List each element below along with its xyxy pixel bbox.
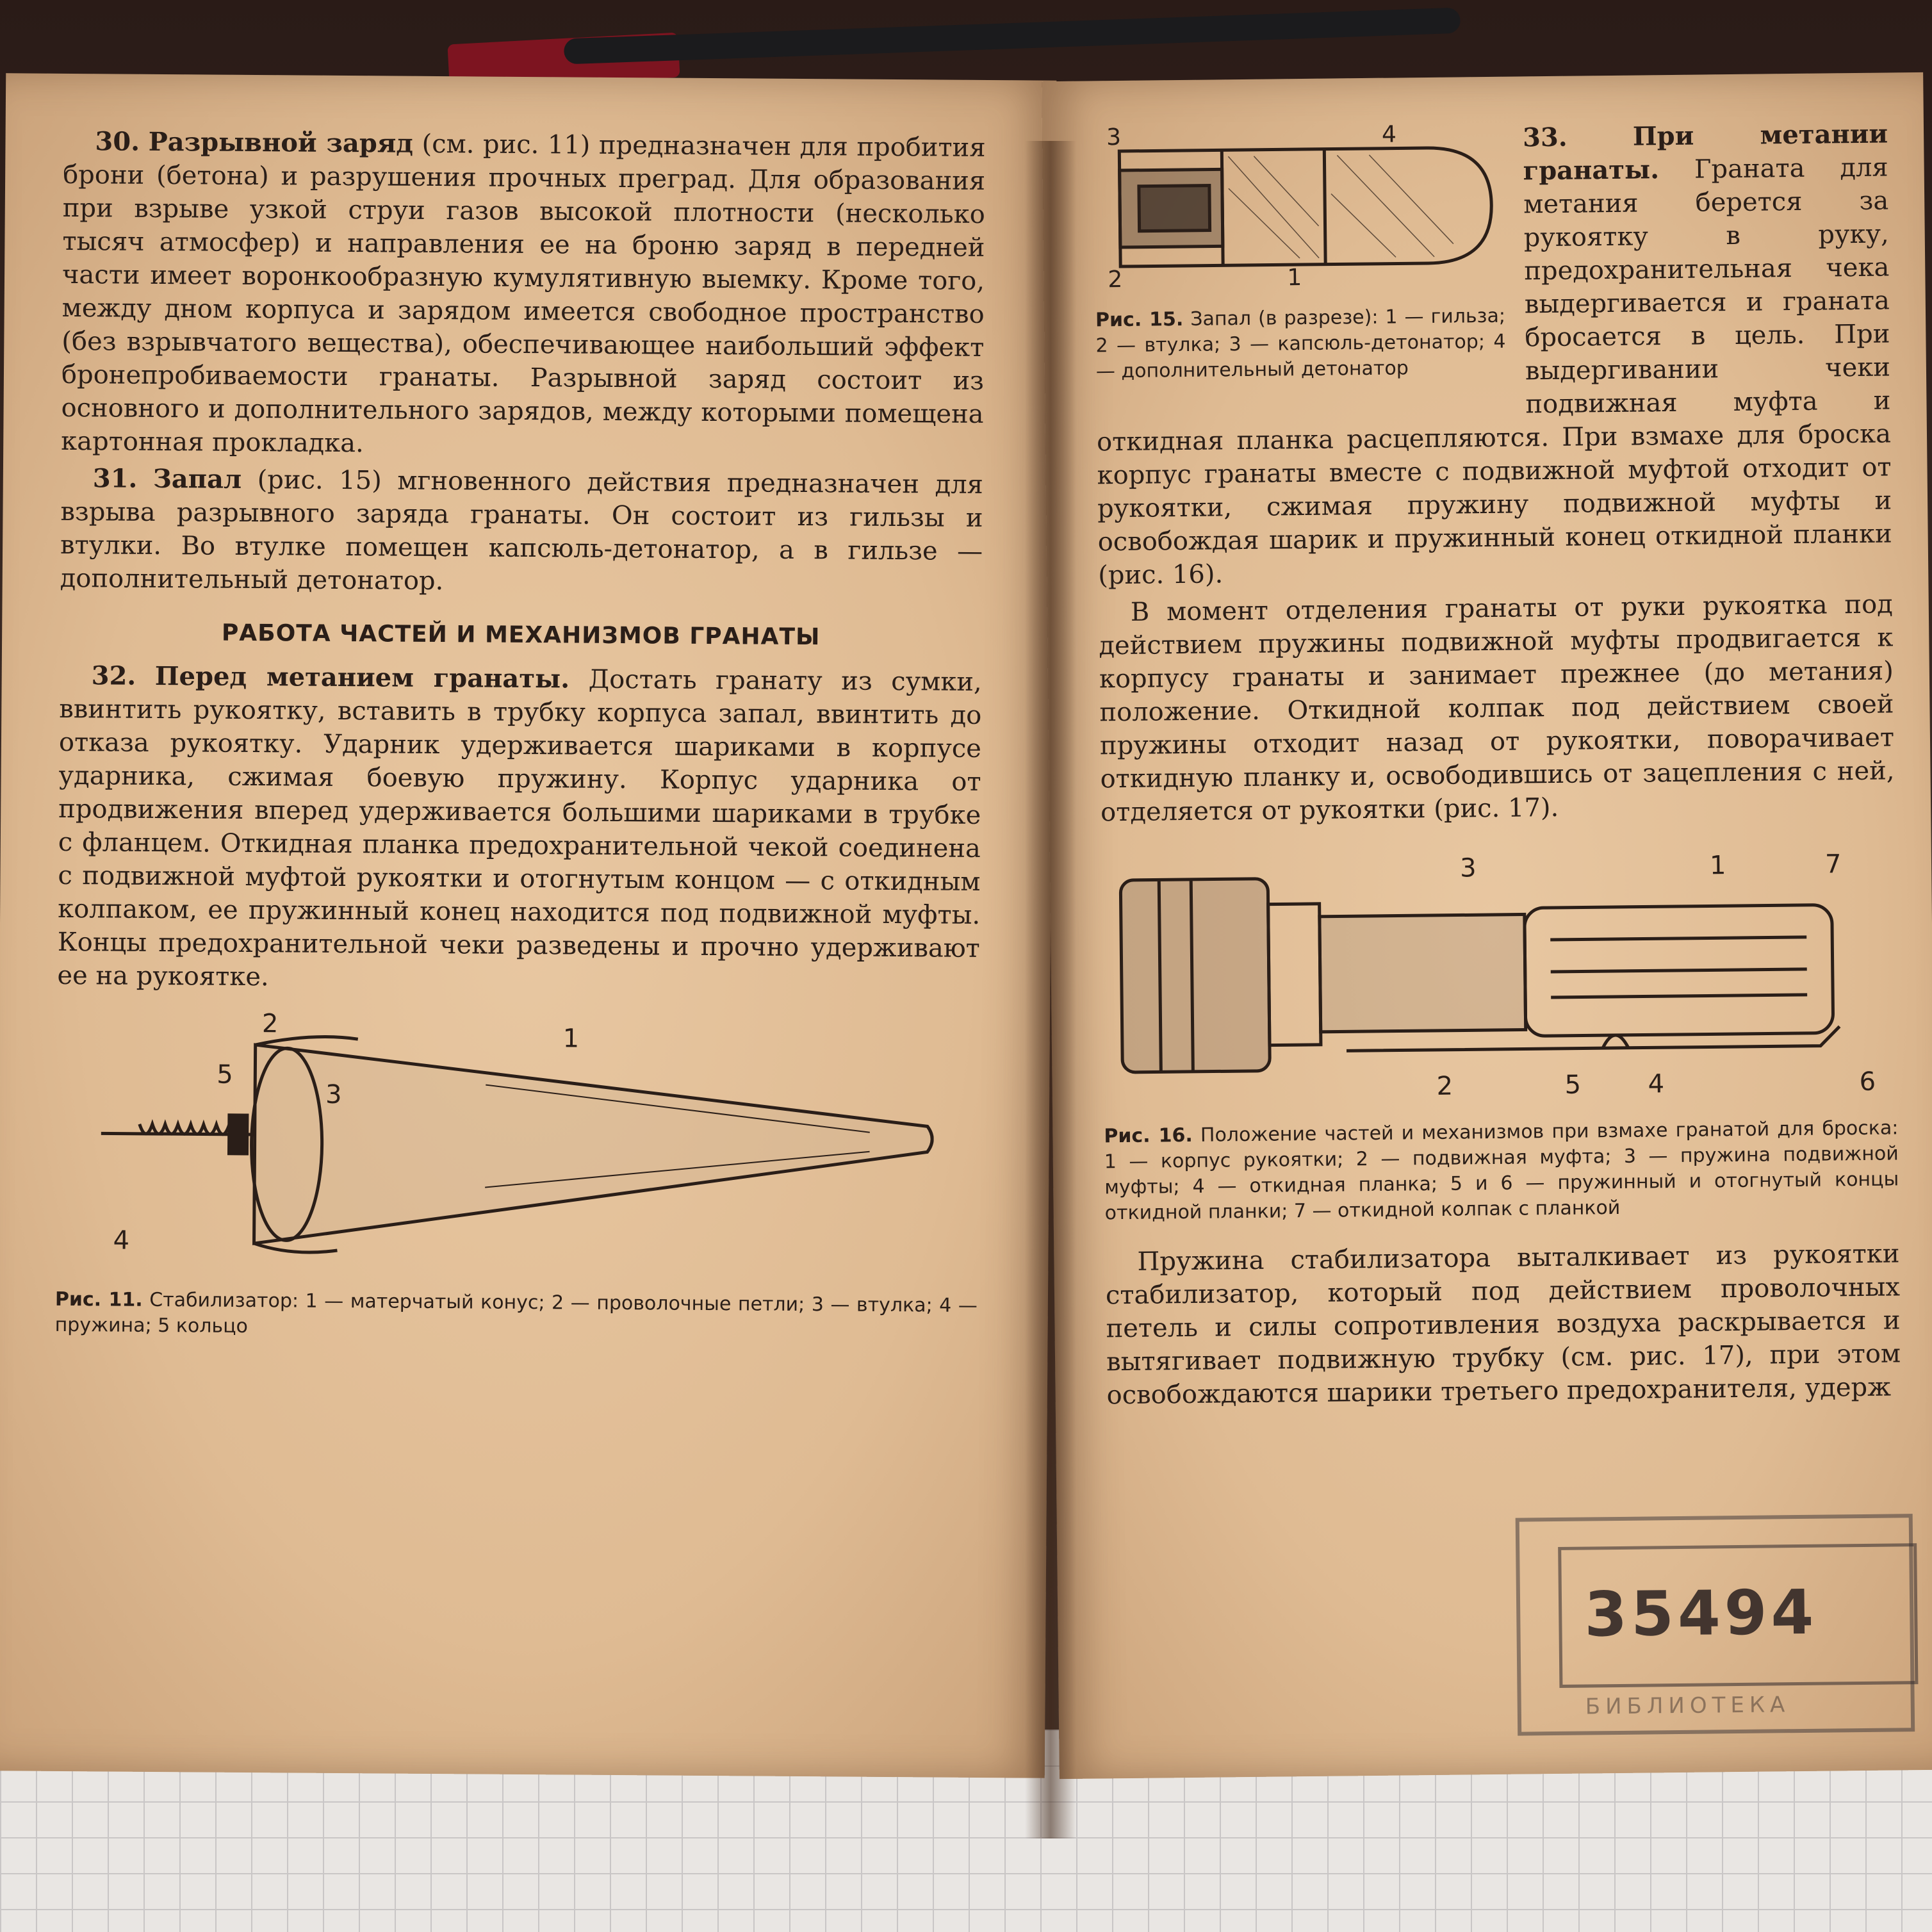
- fig16-label-6: 6: [1859, 1067, 1876, 1097]
- section-32-text: Достать гранату из сумки, ввинтить рукоятку, вставить в трубку корпуса запал, ввинтить до отказа рукоятку. Ударник удерживается шариками в корпусе ударника, сжимая боевую пружину. Корпус ударника от продвижения вперед удерживается большими шариками в трубке с фланцем. Откидная планка предохранительной чекой соединена с подвижной муфтой рукоятки и отогнутым концом — с откидным колпаком, ее пружинный конец находится под подвижной муфты. Концы предохранительной чеки разведены и прочно удерживают ее на рукоятке.: [57, 664, 982, 992]
- section-33-paragraph-c: Пружина стабилизатора выталкивает из рукоятки стабилизатор, который под действием проволочных петель и силы сопротивления воздуха раскрывается и вытягивает подвижную трубку (см. рис. 17), при этом освобождаются шарики третьего предохранителя, удерж: [1105, 1239, 1901, 1411]
- stamp-number: 35494: [1584, 1576, 1818, 1651]
- fig15-label-2: 2: [1108, 266, 1123, 293]
- fig16-caption: [1104, 1115, 1899, 1226]
- stabilizer-figure: [100, 1005, 935, 1280]
- fig11-caption-text: Стабилизатор: 1 — матерчатый конус; 2 — проволочные петли; 3 — втулка; 4 — пружина; 5 кольцо: [54, 1288, 978, 1338]
- library-stamp: [1516, 1514, 1915, 1735]
- fig15-caption-text: Запал (в разрезе): 1 — гильза; 2 — втулка; 3 — капсюль-детонатор; 4 — дополнительный детонатор: [1095, 304, 1506, 383]
- fig16-caption-text: Положение частей и механизмов при взмахе гранатой для броска: 1 — корпус рукоятки; 2 — подвижная муфта; 3 — пружина подвижной муфты; 4 — откидная планка; 5 и 6 — пружинный и отогнутый концы откидной планки; 7 — откидной колпак с планкой: [1104, 1117, 1899, 1225]
- section-32: [57, 659, 982, 999]
- fig11-label-5: 5: [217, 1060, 233, 1090]
- book-gutter: [1025, 141, 1076, 1838]
- fuse-figure: [1093, 122, 1505, 293]
- fig16-caption-label: Рис. 16.: [1104, 1124, 1193, 1148]
- fig15-caption: [1095, 304, 1506, 385]
- section-title: РАБОТА ЧАСТЕЙ И МЕХАНИЗМОВ ГРАНАТЫ: [221, 619, 821, 651]
- section-31-number: 31.: [92, 463, 138, 494]
- right-page: [1042, 72, 1932, 1779]
- section-32-number: 32.: [91, 660, 136, 691]
- section-30: [61, 125, 986, 464]
- section-30-number: 30.: [95, 126, 140, 157]
- section-30-heading: Разрывной заряд: [148, 126, 414, 159]
- fig15-label-1: 1: [1287, 265, 1302, 291]
- section-33-heading: При метании гранаты.: [1523, 119, 1888, 186]
- fig11-caption: [54, 1287, 978, 1345]
- section-30-text: (см. рис. 11) предназначен для пробития брони (бетона) и разрушения прочных преград. Для образования при взрыве узкой струи газов высокой плотности (несколько тысяч атмосфер) и направления ее на броню заряд в передней части имеет воронкообразную кумулятивную выемку. Кроме того, между дном корпуса и зарядом имеется свободное пространство (без взрывчатого вещества), обеспечивающее наибольший эффект бронепробиваемости гранаты. Разрывной заряд состоит из основного и дополнительного зарядов, между которыми помещена картонная прокладка.: [61, 129, 986, 459]
- fig11-caption-label: Рис. 11.: [54, 1288, 143, 1311]
- section-32-heading: Перед метанием гранаты.: [154, 660, 570, 694]
- section-33-paragraph-b: В момент отделения гранаты от руки рукоятка под действием пружины подвижной муфты продвигается к корпусу гранаты и занимает прежнее (до метания) положение. Откидной колпак под действием своей пружины отходит назад от рукоятки, поворачивает откидную планку и, освободившись от зацепления с ней, отделяется от рукоятки (рис. 17).: [1099, 589, 1895, 828]
- fig15-label-4: 4: [1381, 121, 1397, 148]
- fig11-label-4: 4: [113, 1225, 130, 1256]
- open-book: [0, 77, 1932, 1774]
- section-31-heading: Запал: [152, 463, 242, 495]
- left-page-content: [54, 125, 985, 1364]
- fig11-label-3: 3: [325, 1079, 342, 1110]
- fig16-label-1: 1: [1709, 851, 1726, 881]
- section-33-number: 33.: [1522, 122, 1568, 153]
- right-page-content: [1093, 117, 1901, 1416]
- fig11-label-2: 2: [261, 1009, 279, 1039]
- section-31-text: (рис. 15) мгновенного действия предназначен для взрыва разрывного заряда гранаты. Он состоит из гильзы и втулки. Во втулке помещен капсюль-детонатор, а в гильзе — дополнительный детонатор.: [60, 465, 983, 596]
- fig15-caption-label: Рис. 15.: [1095, 307, 1184, 332]
- fig11-label-1: 1: [562, 1024, 580, 1054]
- section-31: [60, 462, 983, 602]
- left-page: [0, 73, 1056, 1778]
- grenade-handle-figure: [1101, 833, 1898, 1111]
- stamp-label: БИБЛИОТЕКА: [1585, 1692, 1790, 1720]
- section-33-text-a: Граната для метания берется за рукоятку в руку, предохранительная чека выдергивается и граната бросается в цель. При выдергивании чеки подвижная муфта и откидная планка расцепляются. При взмахе для броска корпус гранаты вместе с подвижной муфтой отходит от рукоятки, сжимая пружину подвижной муфты и освобождая шарик и пружинный конец откидной планки (рис. 16).: [1096, 152, 1892, 591]
- fig15-label-3: 3: [1106, 124, 1122, 151]
- fig16-label-5: 5: [1564, 1070, 1582, 1100]
- fig16-label-4: 4: [1648, 1069, 1665, 1099]
- fig16-label-2: 2: [1436, 1071, 1453, 1101]
- fig16-label-7: 7: [1824, 849, 1842, 880]
- fig16-label-3: 3: [1459, 853, 1477, 883]
- fig15-block: [1093, 122, 1507, 404]
